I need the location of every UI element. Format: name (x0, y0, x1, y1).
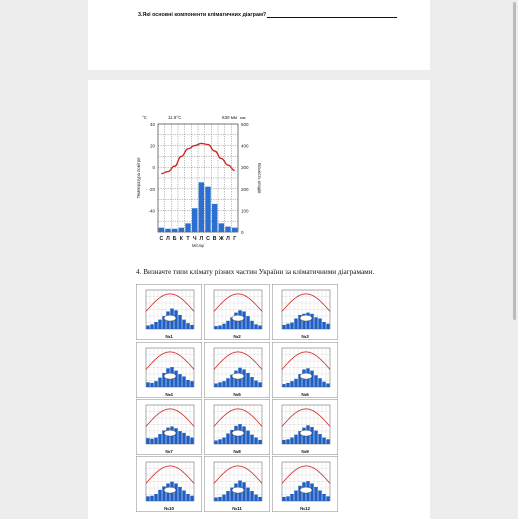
diagram-number: №3 (301, 334, 309, 339)
precip-bar (182, 376, 185, 387)
diagram-number: №5 (233, 392, 241, 397)
precip-bar (190, 496, 193, 501)
value-oval (300, 373, 312, 379)
precip-bar (226, 378, 229, 387)
precip-bar (254, 495, 257, 501)
small-climate-diagram (204, 342, 270, 398)
small-climate-diagram (272, 399, 338, 455)
precip-bar (294, 490, 297, 501)
precip-bar (192, 208, 197, 232)
month-label: С (206, 236, 210, 242)
precip-bar (226, 321, 229, 329)
small-diagram-svg (136, 456, 202, 512)
small-diagram-svg (204, 284, 270, 340)
precip-bar (226, 491, 229, 501)
precip-bar (326, 496, 329, 501)
precip-bar (174, 371, 177, 387)
month-label: Т (186, 236, 190, 242)
precip-bar (154, 494, 157, 501)
temp-tick-label: -20 (148, 186, 155, 192)
month-label: К (179, 236, 183, 242)
diagram-number: №6 (301, 392, 309, 397)
small-climate-diagram (272, 342, 338, 398)
value-oval (300, 430, 312, 436)
question-3-text: 3.Які основні компоненти кліматичних діаграм? (138, 12, 267, 18)
precip-bar (318, 378, 321, 387)
precip-bar (186, 436, 189, 444)
precip-bar (258, 325, 261, 329)
precip-bar (250, 377, 253, 387)
precip-bar (186, 494, 189, 501)
precip-bar (150, 496, 153, 501)
small-climate-diagram (204, 399, 270, 455)
diagram-number: №10 (163, 506, 175, 511)
precip-bar (246, 488, 249, 501)
value-oval (300, 315, 312, 321)
precip-bar (154, 438, 157, 444)
precip-bar (158, 378, 161, 387)
precip-bar (294, 318, 297, 329)
precip-bar (178, 374, 181, 387)
precip-bar (290, 494, 293, 501)
small-climate-diagram (204, 456, 270, 512)
diagram-number: №11 (232, 506, 242, 511)
precip-tick-label: 200 (241, 186, 249, 192)
precip-bar (250, 435, 253, 444)
precip-bar (258, 497, 261, 501)
precip-bar (326, 383, 329, 387)
precip-bar (158, 434, 161, 444)
month-label: В (212, 236, 217, 242)
small-diagram-svg (136, 284, 202, 340)
small-diagram-svg (136, 399, 202, 455)
month-label: Л (226, 236, 230, 242)
precip-bar (172, 229, 177, 232)
precip-bar (290, 381, 293, 387)
precip-bar (222, 381, 225, 387)
answer-line[interactable] (267, 12, 397, 18)
precip-bar (158, 490, 161, 501)
precip-bar (294, 379, 297, 387)
precip-bar (222, 495, 225, 501)
precip-bar (214, 440, 217, 444)
question-4: 4. Визначте типи клімату різних частин України за кліматичними діаграмами. (136, 268, 375, 276)
precip-bar (218, 497, 221, 501)
precip-bar (250, 321, 253, 329)
main-climate-diagram (134, 108, 274, 268)
small-climate-diagram (272, 284, 338, 340)
small-diagram-svg (204, 399, 270, 455)
precip-tick-label: 400 (241, 143, 249, 149)
y-left-label: Температура повітря (136, 157, 141, 199)
temp-tick-label: 40 (149, 122, 155, 127)
diagram-number: №4 (165, 392, 173, 397)
precip-bar (314, 375, 317, 387)
temp-tick-label: -40 (148, 208, 155, 214)
precip-tick-label: 100 (241, 208, 249, 214)
precip-bar (290, 438, 293, 444)
precip-bar (146, 382, 149, 387)
value-oval (300, 487, 312, 493)
precip-bar (218, 325, 221, 329)
x-axis-label: Місяці (191, 243, 205, 248)
precip-bar (182, 433, 185, 444)
precip-bar (286, 383, 289, 387)
precip-bar (186, 323, 189, 329)
precip-bar (314, 317, 317, 329)
small-climate-diagram (272, 456, 338, 512)
month-label: Ж (218, 236, 224, 242)
precip-bar (314, 487, 317, 501)
temp-tick-label: 20 (149, 143, 155, 149)
y-right-label: Кількість опадів (257, 162, 262, 194)
precip-bar (246, 373, 249, 387)
precip-bar (282, 497, 285, 501)
precip-bar (310, 371, 313, 387)
precip-total: 630 мм (222, 115, 237, 120)
precip-bar (322, 438, 325, 444)
small-diagram-svg (272, 342, 338, 398)
month-label: Л (166, 236, 170, 242)
month-label: Л (199, 236, 204, 242)
diagram-number: №9 (301, 449, 309, 454)
precip-bar (190, 325, 193, 329)
precip-bar (282, 325, 285, 329)
precip-bar (182, 490, 185, 501)
precip-bar (212, 204, 217, 232)
precip-bar (218, 382, 221, 387)
precip-bar (282, 384, 285, 387)
value-oval (164, 315, 176, 321)
precip-bar (150, 439, 153, 444)
precip-bar (185, 223, 190, 232)
precip-bar (290, 323, 293, 329)
diagram-number: №8 (233, 449, 241, 454)
precip-bar (165, 229, 170, 232)
small-climate-diagram (136, 456, 202, 512)
diagram-number: №1 (165, 334, 173, 339)
small-climate-diagram (136, 399, 202, 455)
precip-bar (282, 440, 285, 444)
precip-bar (150, 383, 153, 387)
diagram-number: №2 (233, 334, 241, 339)
precip-bar (174, 428, 177, 444)
precip-bar (146, 438, 149, 444)
precip-bar (218, 439, 221, 444)
precip-bar (178, 431, 181, 444)
precip-bar (159, 228, 164, 232)
precip-bar (322, 322, 325, 329)
small-diagram-svg (272, 399, 338, 455)
value-oval (164, 373, 176, 379)
month-label: Ч (192, 236, 197, 242)
month-label: Г (233, 236, 237, 242)
small-climate-diagram (136, 342, 202, 398)
precip-bar (222, 438, 225, 444)
precip-bar (158, 320, 161, 329)
value-oval (232, 430, 244, 436)
precip-bar (294, 435, 297, 444)
precip-bar (232, 228, 237, 232)
precip-bar (314, 431, 317, 444)
precip-bar (246, 431, 249, 444)
precip-bar (254, 324, 257, 329)
precip-bar (222, 324, 225, 329)
value-oval (164, 430, 176, 436)
precip-bar (310, 427, 313, 444)
precip-bar (250, 491, 253, 501)
precip-bar (219, 223, 224, 232)
value-oval (232, 315, 244, 321)
precip-tick-label: 300 (241, 165, 249, 171)
precip-bar (150, 324, 153, 329)
precip-bar (225, 227, 230, 232)
small-climate-diagram (136, 284, 202, 340)
precip-bar (254, 438, 257, 444)
diagram-number: №12 (299, 506, 311, 511)
precip-bar (258, 440, 261, 444)
precip-bar (318, 434, 321, 444)
precip-bar (326, 439, 329, 444)
precip-bar (226, 433, 229, 444)
temp-tick-label: 0 (152, 165, 155, 171)
precip-bar (190, 381, 193, 387)
precip-tick-label: 0 (241, 230, 244, 235)
avg-temp: 11.8°C (168, 115, 182, 120)
precip-bar (205, 187, 210, 232)
small-diagram-svg (272, 284, 338, 340)
precip-bar (246, 316, 249, 329)
small-diagram-svg (136, 342, 202, 398)
precip-bar (286, 496, 289, 501)
precip-bar (286, 324, 289, 329)
precip-tick-label: 500 (241, 122, 249, 127)
month-label: Б (172, 236, 177, 242)
precip-bar (182, 320, 185, 329)
precip-bar (179, 228, 184, 232)
diagram-number: №7 (165, 449, 173, 454)
precip-bar (178, 315, 181, 329)
precip-bar (154, 381, 157, 387)
precip-bar (214, 326, 217, 329)
precip-bar (326, 324, 329, 329)
small-diagram-svg (272, 456, 338, 512)
page-1 (88, 0, 430, 70)
question-3 (138, 12, 397, 18)
precip-bar (146, 496, 149, 501)
value-oval (232, 487, 244, 493)
precip-bar (318, 318, 321, 329)
value-oval (164, 487, 176, 493)
temp-unit: °C (142, 115, 148, 120)
precip-bar (190, 438, 193, 444)
precip-bar (214, 497, 217, 501)
small-diagram-svg (204, 456, 270, 512)
precip-bar (178, 487, 181, 501)
precip-unit: мм (240, 115, 246, 120)
precip-bar (322, 494, 325, 501)
precip-bar (254, 381, 257, 387)
precip-bar (199, 182, 204, 232)
precip-bar (146, 325, 149, 329)
precip-bar (286, 439, 289, 444)
precip-bar (154, 322, 157, 329)
small-climate-diagram (204, 284, 270, 340)
precip-bar (258, 382, 261, 387)
small-diagram-svg (204, 342, 270, 398)
precip-bar (186, 380, 189, 387)
precip-bar (318, 490, 321, 501)
month-label: С (159, 236, 164, 242)
precip-bar (322, 382, 325, 387)
precip-bar (214, 383, 217, 387)
scrollbar[interactable] (513, 2, 516, 320)
page-2 (88, 80, 430, 519)
value-oval (232, 373, 244, 379)
